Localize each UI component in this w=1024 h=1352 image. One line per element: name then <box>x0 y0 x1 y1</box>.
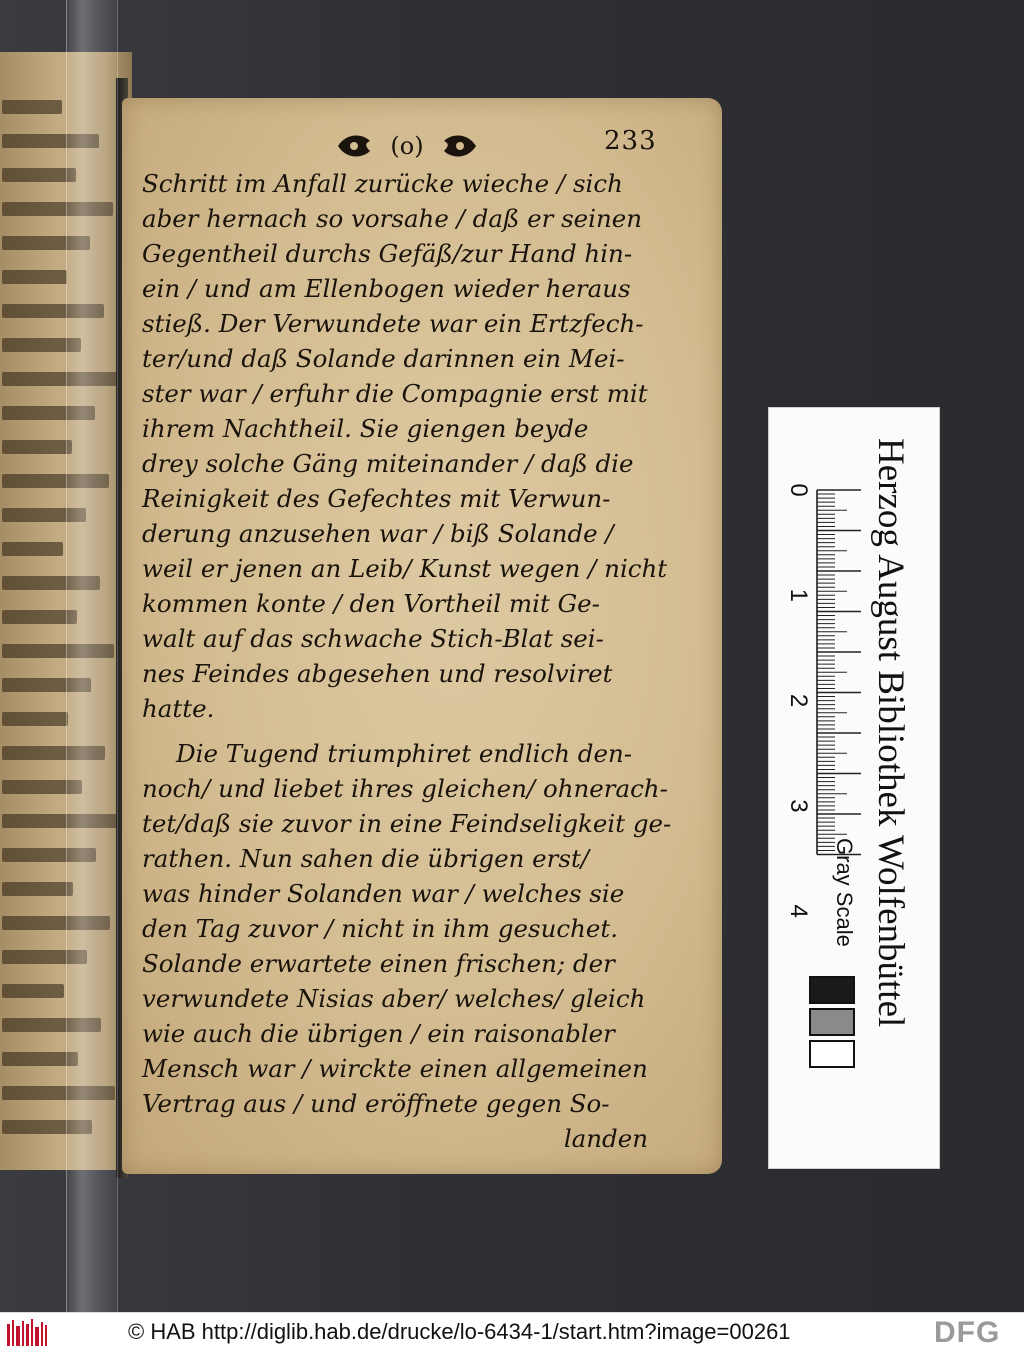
gray-scale-text: Gray Scale <box>832 838 857 947</box>
svg-text:(o): (o) <box>390 132 424 160</box>
text-line: tet/daß sie zuvor in eine Feindseligkeit ge- <box>142 809 672 838</box>
paragraph-2 <box>142 736 672 1121</box>
text-line: ter/und daß Solande darinnen ein Mei- <box>142 344 625 373</box>
ruler-number: 0 <box>785 483 812 497</box>
ghost-text-line <box>2 984 64 998</box>
text-line: drey solche Gäng miteinander / daß die <box>142 449 634 478</box>
page-number: 233 <box>604 126 657 156</box>
page-text <box>142 166 672 1156</box>
footer-bar <box>0 1312 1024 1352</box>
ghost-text-line <box>2 440 72 454</box>
institution-label <box>869 438 911 1138</box>
text-line: Gegentheil durchs Gefäß/zur Hand hin- <box>142 239 633 268</box>
ruler-number: 4 <box>785 904 812 918</box>
text-line: kommen konte / den Vortheil mit Ge- <box>142 589 600 618</box>
text-line: walt auf das schwache Stich-Blat sei- <box>142 624 604 653</box>
text-line: Schritt im Anfall zurücke wieche / sich <box>142 169 623 198</box>
ghost-text-line <box>2 882 73 896</box>
ghost-text-line <box>2 542 63 556</box>
text-line: Die Tugend triumphiret endlich den- <box>176 739 633 768</box>
color-scale-card <box>768 407 940 1169</box>
glass-plate <box>66 0 118 1312</box>
text-line: hatte. <box>142 694 215 723</box>
ruler-number: 3 <box>785 799 812 813</box>
paragraph-1 <box>142 166 668 726</box>
ruler-number: 2 <box>785 693 812 708</box>
text-line: rathen. Nun sahen die übrigen erst/ <box>142 844 590 873</box>
copyright-url: © HAB http://diglib.hab.de/drucke/lo-6434-1/start.htm?image=00261 <box>128 1319 791 1344</box>
text-line: stieß. Der Verwundete war ein Ertzfech- <box>142 309 644 338</box>
text-line: Solande erwartete einen frischen; der <box>142 949 615 978</box>
text-line: ein / und am Ellenbogen wieder heraus <box>142 274 631 303</box>
hab-barcode-logo <box>6 1318 48 1348</box>
text-line: was hinder Solanden war / welches sie <box>142 879 625 908</box>
swatch-black <box>809 976 855 1004</box>
text-line: aber hernach so vorsahe / daß er seinen <box>142 204 643 233</box>
institution-name: Herzog August Bibliothek Wolfenbüttel <box>870 438 911 1028</box>
ghost-text-line <box>2 100 62 114</box>
text-line: Vertrag aus / und eröffnete gegen So- <box>142 1089 610 1118</box>
text-line: noch/ und liebet ihres gleichen/ ohnerach- <box>142 774 668 803</box>
text-line: Reinigkeit des Gefechtes mit Verwun- <box>142 484 611 513</box>
book-page <box>122 98 722 1174</box>
gray-scale-label <box>829 838 859 958</box>
text-line: ster war / erfuhr die Compagnie erst mit <box>142 379 648 408</box>
ornament-icon <box>332 129 482 163</box>
text-line: nes Feindes abgesehen und resolviret <box>142 659 613 688</box>
swatch-white <box>809 1040 855 1068</box>
text-line: den Tag zuvor / nicht in ihm gesuchet. <box>142 914 619 943</box>
dfg-logo: DFG <box>934 1316 1001 1349</box>
ghost-text-line <box>2 168 76 182</box>
text-line: derung anzusehen war / biß Solande / <box>142 519 614 548</box>
ruler-number: 1 <box>785 588 812 602</box>
swatch-gray <box>809 1008 855 1036</box>
text-line: verwundete Nisias aber/ welches/ gleich <box>142 984 646 1013</box>
text-line: wie auch die übrigen / ein raisonabler <box>142 1019 615 1048</box>
ghost-text-line <box>2 712 68 726</box>
text-line: ihrem Nachtheil. Sie giengen beyde <box>142 414 589 443</box>
text-line: weil er jenen an Leib/ Kunst wegen / nicht <box>142 554 668 583</box>
text-line: Mensch war / wirckte einen allgemeinen <box>142 1054 648 1083</box>
header-ornament <box>327 126 487 166</box>
ghost-text-line <box>2 270 67 284</box>
catchword: landen <box>563 1124 648 1153</box>
